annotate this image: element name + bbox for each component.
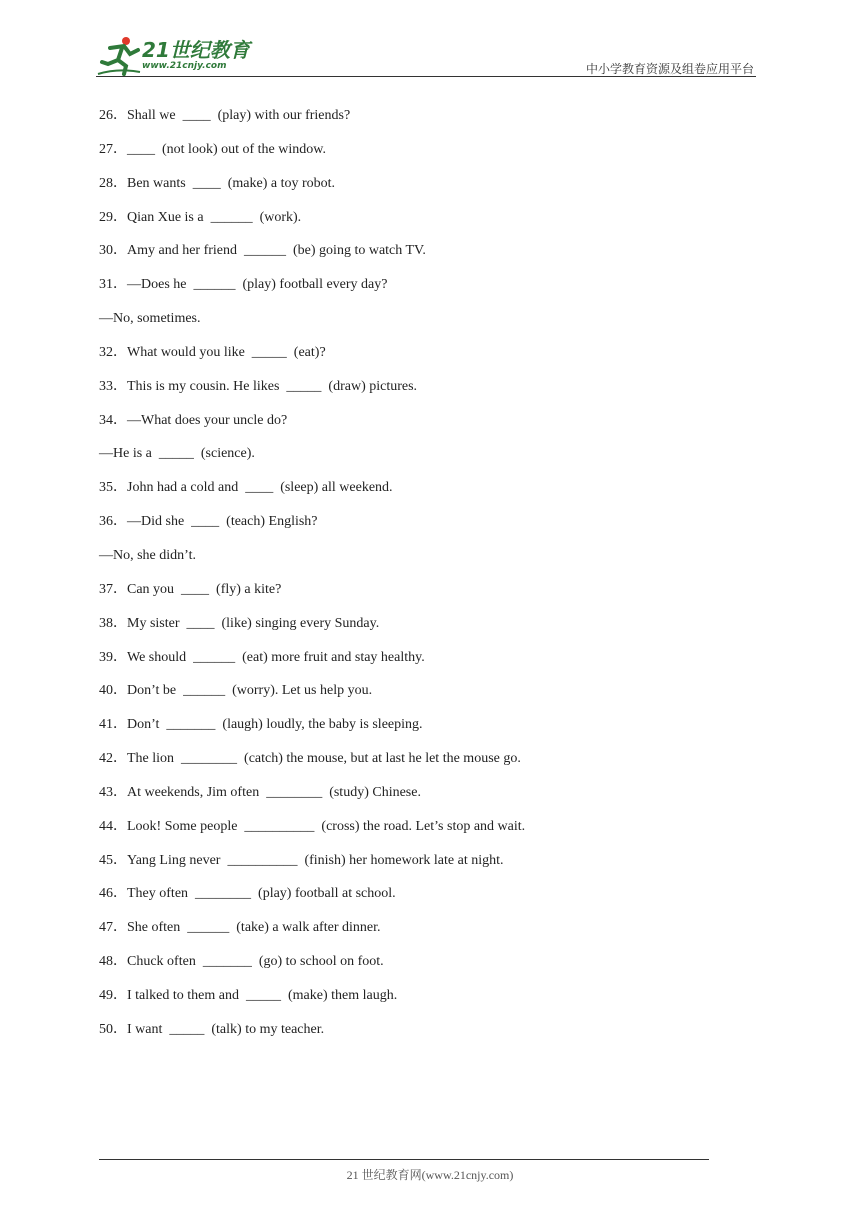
question-item: 32．What would you like _____ (eat)? — [99, 344, 326, 360]
platform-title: 中小学教育资源及组卷应用平台 — [585, 62, 754, 76]
question-item: 48．Chuck often _______ (go) to school on foot. — [99, 954, 384, 970]
question-item: 38．My sister ____ (like) singing every Sunday. — [99, 615, 380, 631]
answer-line: —He is a _____ (science). — [99, 446, 255, 462]
question-item: 35．John had a cold and ____ (sleep) all weekend. — [99, 480, 393, 496]
question-item: 27．____ (not look) out of the window. — [99, 141, 326, 157]
brand-logo — [96, 34, 256, 78]
question-item: 49．I talked to them and _____ (make) them laugh. — [99, 987, 398, 1003]
footer-divider — [99, 1159, 709, 1160]
question-item: 29．Qian Xue is a ______ (work). — [99, 209, 302, 225]
question-item: 34．—What does your uncle do? — [99, 412, 288, 428]
question-item: 40．Don’t be ______ (worry). Let us help you. — [99, 683, 373, 699]
header-divider — [96, 76, 756, 77]
question-item: 28．Ben wants ____ (make) a toy robot. — [99, 175, 336, 191]
question-item: 46．They often ________ (play) football at school. — [99, 886, 396, 902]
logo-url: www.21cnjy.com — [142, 61, 227, 71]
question-item: 50．I want _____ (talk) to my teacher. — [99, 1021, 325, 1037]
question-item: 47．She often ______ (take) a walk after dinner. — [99, 920, 381, 936]
question-item: 43．At weekends, Jim often ________ (study) Chinese. — [99, 784, 421, 800]
page-footer: 21 世纪教育网(www.21cnjy.com) — [346, 1168, 514, 1182]
question-item: 37．Can you ____ (fly) a kite? — [99, 581, 282, 597]
question-item: 33．This is my cousin. He likes _____ (draw) pictures. — [99, 378, 418, 394]
logo-text: 21世纪教育 — [142, 38, 250, 62]
question-item: 42．The lion ________ (catch) the mouse, but at last he let the mouse go. — [99, 751, 521, 767]
question-item: 39．We should ______ (eat) more fruit and stay healthy. — [99, 649, 425, 665]
answer-line: —No, she didn’t. — [99, 547, 196, 563]
question-item: 30．Amy and her friend ______ (be) going to watch TV. — [99, 243, 426, 259]
question-item: 31．—Does he ______ (play) football every day? — [99, 277, 388, 293]
question-item: 36．—Did she ____ (teach) English? — [99, 514, 318, 530]
question-item: 26．Shall we ____ (play) with our friends? — [99, 108, 351, 123]
answer-line: —No, sometimes. — [99, 311, 201, 327]
question-item: 45．Yang Ling never __________ (finish) her homework late at night. — [99, 852, 504, 868]
question-list — [99, 106, 759, 1054]
runner-logo-icon — [96, 34, 142, 78]
question-item: 44．Look! Some people __________ (cross) the road. Let’s stop and wait. — [99, 818, 526, 834]
question-item: 41．Don’t _______ (laugh) loudly, the baby is sleeping. — [99, 717, 423, 733]
page-header — [96, 30, 756, 78]
